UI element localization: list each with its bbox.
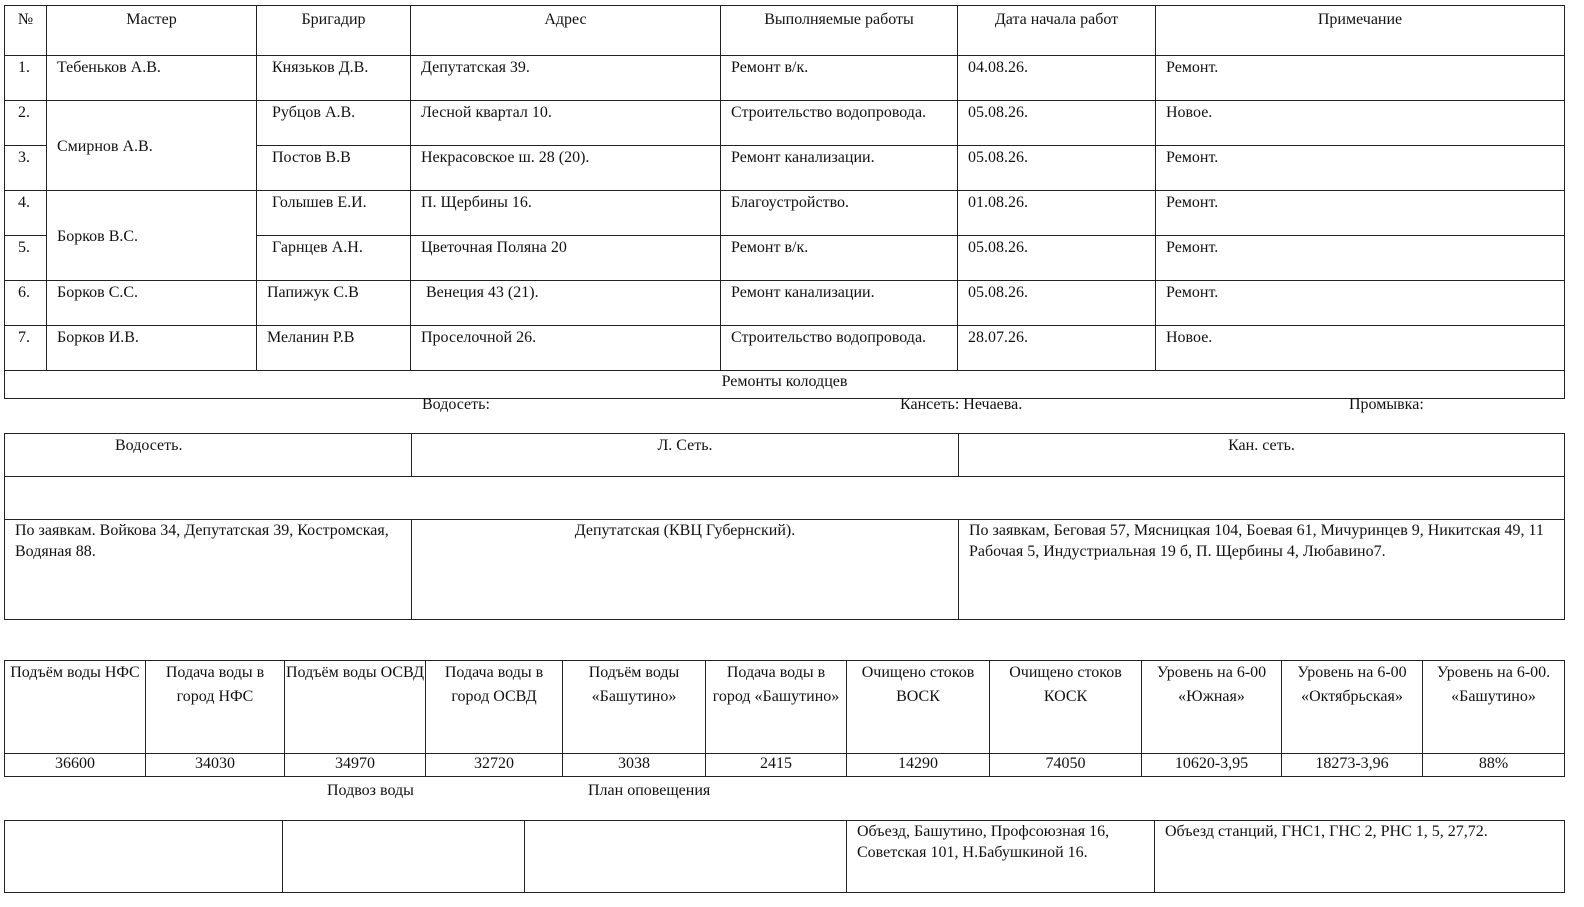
address-cell: П. Щербины 16. — [411, 191, 721, 236]
master-cell: Смирнов А.В. — [47, 101, 257, 191]
table-row — [5, 821, 1565, 893]
sewer-network-cell: По заявкам, Беговая 57, Мясницкая 104, Боевая 61, Мичуринцев 9, Никитская 49, 11 Рабочая 5, Индустриальная 19 б, П. Щербины 4, Любавино7. — [959, 520, 1565, 620]
work-cell: Строительство водопровода. — [721, 101, 958, 146]
row-number: 2. — [5, 101, 47, 146]
note-cell: Ремонт. — [1156, 56, 1565, 101]
column-header-osvd-supply: Подача воды в город ОСВД — [426, 661, 563, 754]
table-row — [5, 101, 1565, 146]
value-cell: 18273-3,96 — [1282, 754, 1423, 777]
address-cell: Лесной квартал 10. — [411, 101, 721, 146]
column-header-level-bashutino: Уровень на 6-00. «Башутино» — [1423, 661, 1565, 754]
foreman-cell: Меланин Р.В — [257, 326, 411, 371]
row-number: 4. — [5, 191, 47, 236]
foreman-cell: Князьков Д.В. — [257, 56, 411, 101]
address-cell: Венеция 43 (21). — [411, 281, 721, 326]
table-row — [5, 520, 1565, 620]
date-cell: 04.08.26. — [958, 56, 1156, 101]
foreman-cell: Постов В.В — [257, 146, 411, 191]
date-cell: 05.08.26. — [958, 281, 1156, 326]
value-cell: 88% — [1423, 754, 1565, 777]
foreman-cell: Гарнцев А.Н. — [257, 236, 411, 281]
table-header-row — [5, 661, 1565, 754]
work-cell: Ремонт в/к. — [721, 56, 958, 101]
empty-cell — [525, 821, 847, 893]
column-header-osvd-lift: Подъём воды ОСВД — [285, 661, 426, 754]
foreman-cell: Папижук С.В — [257, 281, 411, 326]
work-cell: Ремонт канализации. — [721, 146, 958, 191]
stations-detour-cell: Объезд станций, ГНС1, ГНС 2, РНС 1, 5, 27,72. — [1155, 821, 1565, 893]
networks-table — [4, 433, 1565, 620]
date-cell: 28.07.26. — [958, 326, 1156, 371]
column-header-l-network: Л. Сеть. — [412, 434, 959, 477]
work-cell: Благоустройство. — [721, 191, 958, 236]
work-cell: Ремонт канализации. — [721, 281, 958, 326]
address-cell: Проселочной 26. — [411, 326, 721, 371]
date-cell: 01.08.26. — [958, 191, 1156, 236]
flushing-caption: Промывка: — [1349, 396, 1424, 413]
column-header-master: Мастер — [47, 6, 257, 56]
value-cell: 2415 — [706, 754, 847, 777]
master-cell: Тебеньков А.В. — [47, 56, 257, 101]
note-cell: Новое. — [1156, 326, 1565, 371]
water-stats-table — [4, 660, 1565, 777]
value-cell: 32720 — [426, 754, 563, 777]
column-header-bashutino-supply: Подача воды в город «Башутино» — [706, 661, 847, 754]
value-cell: 34030 — [146, 754, 285, 777]
address-cell: Депутатская 39. — [411, 56, 721, 101]
column-header-nfs-lift: Подъём воды НФС — [5, 661, 146, 754]
column-header-water-network: Водосеть. — [5, 434, 412, 477]
column-header-sewer-network: Кан. сеть. — [959, 434, 1565, 477]
foreman-cell: Голышев Е.И. — [257, 191, 411, 236]
table-row — [5, 191, 1565, 236]
date-cell: 05.08.26. — [958, 146, 1156, 191]
column-header-work: Выполняемые работы — [721, 6, 958, 56]
table-header-row — [5, 6, 1565, 56]
column-header-foreman: Бригадир — [257, 6, 411, 56]
column-header-level-oktyabrskaya: Уровень на 6-00 «Октябрьская» — [1282, 661, 1423, 754]
column-header-bashutino-lift: Подъём воды «Башутино» — [563, 661, 706, 754]
empty-row — [5, 477, 1565, 520]
notification-plan-caption: План оповещения — [588, 782, 711, 799]
table-row — [5, 477, 1565, 520]
note-cell: Ремонт. — [1156, 191, 1565, 236]
water-delivery-caption: Подвоз воды — [327, 782, 414, 799]
work-schedule-table — [4, 5, 1565, 399]
column-header-start-date: Дата начала работ — [958, 6, 1156, 56]
column-header-nfs-supply: Подача воды в город НФС — [146, 661, 285, 754]
empty-cell — [283, 821, 525, 893]
note-cell: Ремонт. — [1156, 146, 1565, 191]
value-cell: 10620-3,95 — [1142, 754, 1282, 777]
value-cell: 3038 — [563, 754, 706, 777]
column-header-number: № — [5, 6, 47, 56]
date-cell: 05.08.26. — [958, 101, 1156, 146]
row-number: 1. — [5, 56, 47, 101]
date-cell: 05.08.26. — [958, 236, 1156, 281]
table-row — [5, 56, 1565, 101]
note-cell: Ремонт. — [1156, 236, 1565, 281]
detour-cell: Объезд, Башутино, Профсоюзная 16, Советская 101, Н.Бабушкиной 16. — [847, 821, 1155, 893]
value-cell: 36600 — [5, 754, 146, 777]
row-number: 3. — [5, 146, 47, 191]
water-network-caption: Водосеть: — [422, 396, 490, 413]
master-cell: Борков С.С. — [47, 281, 257, 326]
address-cell: Цветочная Поляна 20 — [411, 236, 721, 281]
row-number: 5. — [5, 236, 47, 281]
value-cell: 34970 — [285, 754, 426, 777]
section-captions — [0, 394, 1584, 416]
column-header-vosk-treated: Очищено стоков ВОСК — [847, 661, 990, 754]
address-cell: Некрасовское ш. 28 (20). — [411, 146, 721, 191]
water-network-cell: По заявкам. Войкова 34, Депутатская 39, Костромская, Водяная 88. — [5, 520, 412, 620]
master-cell: Борков И.В. — [47, 326, 257, 371]
column-header-kosk-treated: Очищено стоков КОСК — [990, 661, 1142, 754]
sewer-network-caption: Кансеть: Нечаева. — [900, 396, 1023, 413]
column-header-level-yuzhnaya: Уровень на 6-00 «Южная» — [1142, 661, 1282, 754]
foreman-cell: Рубцов А.В. — [257, 101, 411, 146]
row-number: 6. — [5, 281, 47, 326]
delivery-notification-table — [4, 820, 1565, 893]
row-number: 7. — [5, 326, 47, 371]
table-row — [5, 326, 1565, 371]
value-cell: 74050 — [990, 754, 1142, 777]
table-header-row — [5, 434, 1565, 477]
section-captions-bottom — [0, 780, 1584, 802]
table-row — [5, 754, 1565, 777]
column-header-address: Адрес — [411, 6, 721, 56]
work-cell: Строительство водопровода. — [721, 326, 958, 371]
note-cell: Новое. — [1156, 101, 1565, 146]
work-cell: Ремонт в/к. — [721, 236, 958, 281]
value-cell: 14290 — [847, 754, 990, 777]
note-cell: Ремонт. — [1156, 281, 1565, 326]
master-cell: Борков В.С. — [47, 191, 257, 281]
table-row — [5, 281, 1565, 326]
column-header-note: Примечание — [1156, 6, 1565, 56]
l-network-cell: Депутатская (КВЦ Губернский). — [412, 520, 959, 620]
empty-cell — [5, 821, 283, 893]
well-repairs-label: Ремонты колодцев — [5, 371, 1565, 399]
